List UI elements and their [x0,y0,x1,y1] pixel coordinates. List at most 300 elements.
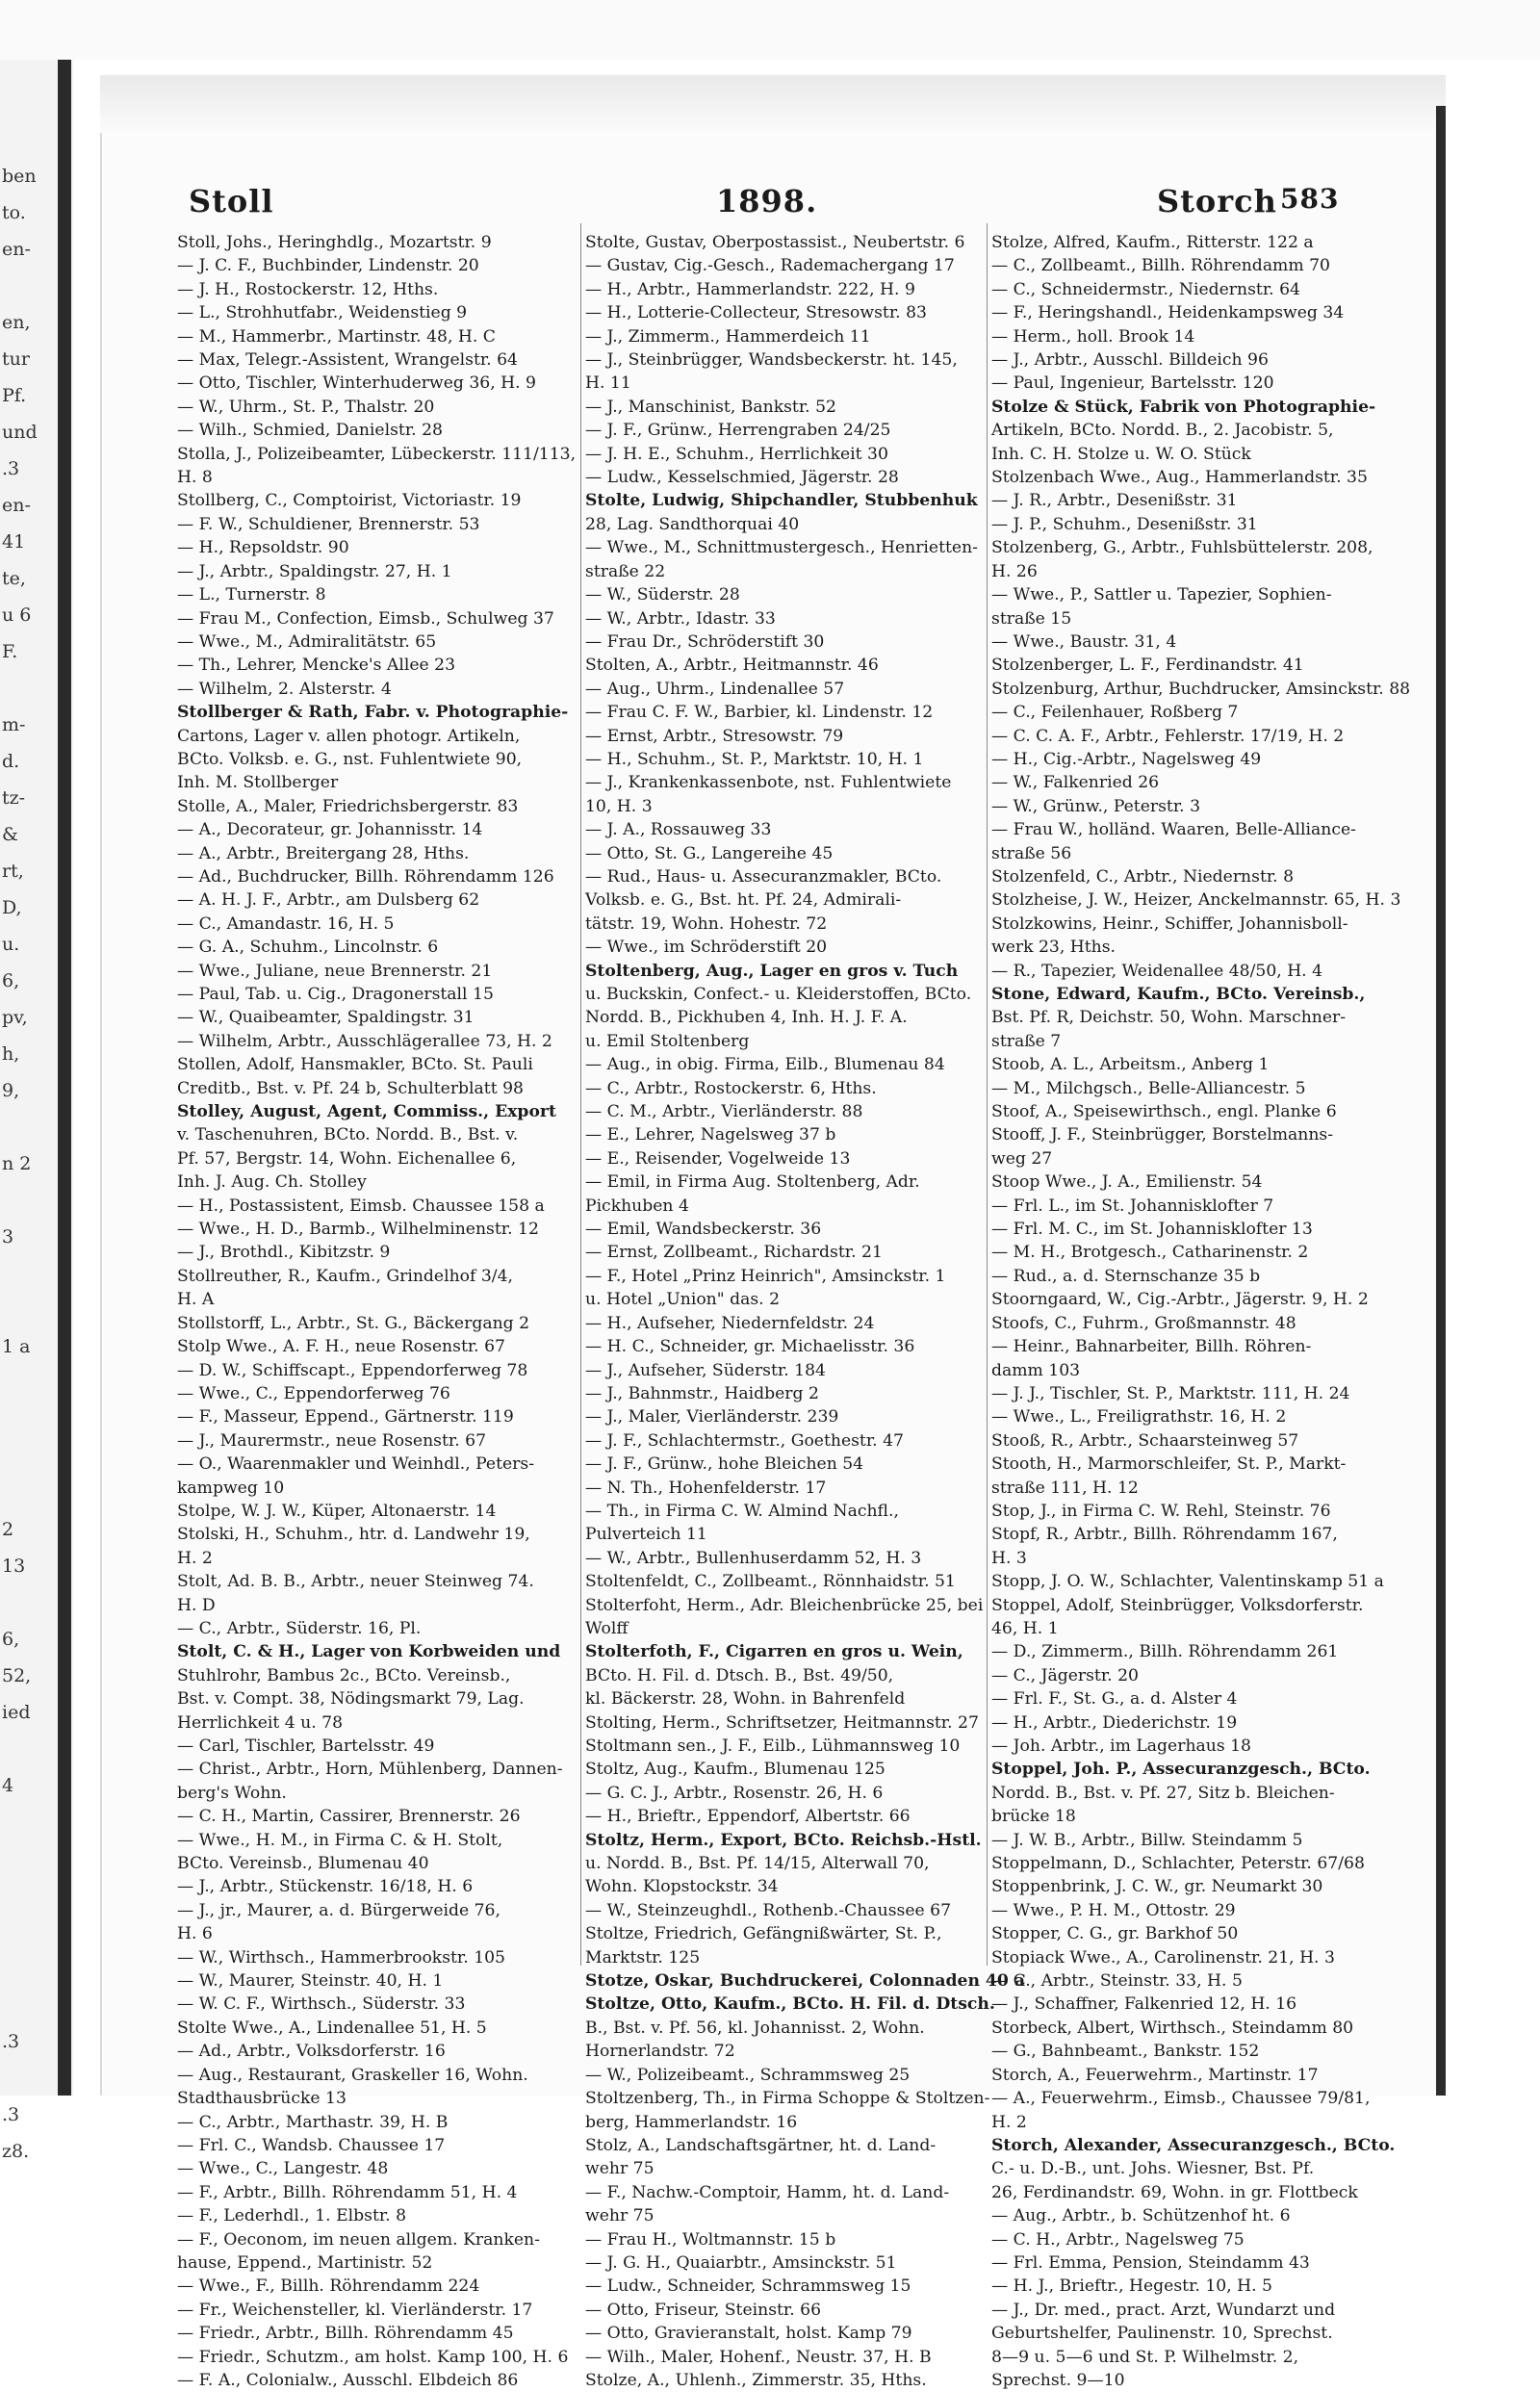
directory-entry: Stoltz, Aug., Kaufm., Blumenau 125 [585,1760,886,1780]
directory-entry: — W., Arbtr., Idastr. 33 [585,608,776,629]
directory-entry: — Wilhelm, Arbtr., Ausschlägerallee 73, H. 2 [177,1031,552,1051]
directory-entry: H. 6 [177,1924,213,1944]
directory-entry: straße 7 [991,1031,1062,1051]
page-edge [1436,106,1446,2096]
adjacent-page-text: F. [2,641,18,662]
directory-entry: — Otto, Tischler, Winterhuderweg 36, H. 9 [177,373,536,394]
directory-entry: — Th., in Firma C. W. Almind Nachfl., [585,1501,899,1521]
directory-entry: — C., Arbtr., Rostockerstr. 6, Hths. [585,1078,877,1098]
adjacent-page-text: 52, [2,1665,32,1686]
directory-entry: — J. F., Grünw., hohe Bleichen 54 [585,1454,864,1475]
directory-entry: — Ernst, Zollbeamt., Richardstr. 21 [585,1243,883,1263]
directory-entry: straße 22 [585,561,666,581]
directory-entry: Pf. 57, Bergstr. 14, Wohn. Eichenallee 6, [177,1148,517,1169]
directory-entry: v. Taschenuhren, BCto. Nordd. B., Bst. v. [177,1125,519,1145]
directory-entry: Stolt, Ad. B. B., Arbtr., neuer Steinweg 74. [177,1572,534,1592]
directory-entry: — Ernst, Arbtr., Stresowstr. 79 [585,726,844,746]
directory-entry: Stoppelmann, D., Schlachter, Peterstr. 67/68 [991,1854,1365,1874]
directory-entry: — A. H. J. F., Arbtr., am Dulsberg 62 [177,890,480,911]
directory-entry: — Wilh., Schmied, Danielstr. 28 [177,421,443,441]
adjacent-page-text: z8. [2,2141,30,2162]
directory-entry: — H., Brieftr., Eppendorf, Albertstr. 66 [585,1807,911,1827]
directory-entry: — H. C., Schneider, gr. Michaelisstr. 36 [585,1337,915,1357]
directory-entry: Stopiack Wwe., A., Carolinenstr. 21, H. 3 [991,1947,1335,1968]
directory-entry: — Fr., Weichensteller, kl. Vierländerstr. 17 [177,2300,533,2320]
directory-entry: tätstr. 19, Wohn. Hohestr. 72 [585,913,828,934]
adjacent-page-text: d. [2,751,20,772]
directory-entry: B., Bst. v. Pf. 56, kl. Johannisst. 2, Wohn. [585,2018,925,2038]
directory-entry: — J., Maurermstr., neue Rosenstr. 67 [177,1430,487,1451]
directory-entry: — W. C. F., Wirthsch., Süderstr. 33 [177,1994,466,2015]
directory-entry: — J., Manschinist, Bankstr. 52 [585,397,836,417]
directory-entry: H. 3 [991,1548,1027,1568]
directory-entry: — F. A., Colonialw., Ausschl. Elbdeich 86 [177,2370,519,2390]
directory-entry: Stolp Wwe., A. F. H., neue Rosenstr. 67 [177,1337,505,1357]
directory-entry: Stolzenbach Wwe., Aug., Hammerlandstr. 35 [991,468,1368,488]
directory-entry: — C., Zollbeamt., Billh. Röhrendamm 70 [991,256,1330,276]
directory-entry: Stopper, C. G., gr. Barkhof 50 [991,1924,1239,1944]
directory-entry: wehr 75 [585,2206,654,2226]
directory-entry: — Aug., Arbtr., b. Schützenhof ht. 6 [991,2206,1291,2226]
directory-entry: — J., jr., Maurer, a. d. Bürgerweide 76, [177,1900,500,1920]
directory-entry: — Paul, Tab. u. Cig., Dragonerstall 15 [177,985,494,1004]
directory-entry: — J. A., Rossauweg 33 [585,820,772,840]
directory-entry: Storch, Alexander, Assecuranzgesch., BCto. [991,2135,1396,2155]
directory-entry: — H. J., Brieftr., Hegestr. 10, H. 5 [991,2276,1272,2297]
directory-entry: Stoltmann sen., J. F., Eilb., Lühmannsweg 10 [585,1736,961,1756]
directory-entry: — J. F., Schlachtermstr., Goethestr. 47 [585,1430,904,1451]
directory-entry: — Wilhelm, 2. Alsterstr. 4 [177,679,392,699]
directory-entry: — Wwe., H. D., Barmb., Wilhelminenstr. 12 [177,1220,539,1240]
directory-entry: Artikeln, BCto. Nordd. B., 2. Jacobistr. 5, [991,421,1334,441]
directory-entry: — Wwe., Baustr. 31, 4 [991,631,1177,652]
adjacent-page-text: .3 [2,2031,20,2052]
directory-entry: — Frl. F., St. G., a. d. Alster 4 [991,1689,1238,1710]
directory-entry: werk 23, Hths. [991,938,1116,958]
directory-entry: — Wwe., F., Billh. Röhrendamm 224 [177,2276,480,2297]
directory-entry: Herrlichkeit 4 u. 78 [177,1712,344,1733]
directory-entry: Stolzenfeld, C., Arbtr., Niedernstr. 8 [991,866,1295,887]
directory-entry: — G., Bahnbeamt., Bankstr. 152 [991,2042,1260,2062]
directory-entry: — J., Zimmerm., Hammerdeich 11 [585,326,871,347]
adjacent-page-text: tz- [2,787,26,809]
adjacent-page-text: 41 [2,531,26,553]
directory-entry: — Frau Dr., Schröderstift 30 [585,631,825,652]
directory-entry: — W., Wirthsch., Hammerbrookstr. 105 [177,1947,505,1968]
adjacent-page-text: 9, [2,1080,20,1101]
directory-entry: u. Hotel „Union" das. 2 [585,1290,781,1310]
directory-entry: Stolski, H., Schuhm., htr. d. Landwehr 19, [177,1525,530,1545]
directory-entry: — Wwe., P. H. M., Ottostr. 29 [991,1900,1236,1920]
directory-entry: berg, Hammerlandstr. 16 [585,2112,798,2132]
directory-entry: — Aug., Uhrm., Lindenallee 57 [585,679,845,699]
directory-entry: straße 56 [991,843,1072,863]
directory-entry: — J. F., Grünw., Herrengraben 24/25 [585,421,891,441]
directory-entry: Stollen, Adolf, Hansmakler, BCto. St. Pauli [177,1055,533,1075]
directory-entry: — F., Heringshandl., Heidenkampsweg 34 [991,303,1345,323]
directory-entry: — N. Th., Hohenfelderstr. 17 [585,1478,827,1498]
directory-entry: — C., Feilenhauer, Roßberg 7 [991,703,1239,723]
directory-entry: — J. J., Tischler, St. P., Marktstr. 111, H. 24 [991,1383,1350,1403]
directory-entry: — H., Schuhm., St. P., Marktstr. 10, H. 1 [585,749,924,769]
directory-entry: — Frl. L., im St. Johannisklofter 7 [991,1196,1274,1216]
directory-entry: — Th., Lehrer, Mencke's Allee 23 [177,656,456,676]
directory-entry: straße 111, H. 12 [991,1478,1139,1498]
directory-entry: — Aug., Restaurant, Graskeller 16, Wohn. [177,2065,528,2085]
directory-entry: — C., Jägerstr. 20 [991,1665,1139,1685]
directory-entry: H. 2 [177,1548,213,1568]
directory-entry: Stoltz, Herm., Export, BCto. Reichsb.-Hstl. [585,1830,982,1850]
directory-entry: BCto. Vereinsb., Blumenau 40 [177,1854,429,1874]
directory-entry: Stolze & Stück, Fabrik von Photographie- [991,397,1376,417]
page-number: 583 [1280,183,1340,215]
directory-entry: Stolterfoth, F., Cigarren en gros u. Wein, [585,1642,963,1662]
directory-entry: Stooth, H., Marmorschleifer, St. P., Markt- [991,1454,1347,1475]
directory-entry: Geburtshelfer, Paulinenstr. 10, Sprechst. [991,2324,1333,2344]
directory-entry: Wolff [585,1618,629,1638]
directory-entry: — Carl, Tischler, Bartelsstr. 49 [177,1736,435,1756]
directory-entry: — C., Arbtr., Steinstr. 33, H. 5 [991,1971,1243,1992]
page-shadow [100,75,1446,133]
directory-entry: — C. M., Arbtr., Vierländerstr. 88 [585,1102,863,1122]
directory-entry: — F., Lederhdl., 1. Elbstr. 8 [177,2206,407,2226]
directory-entry: Stopp, J. O. W., Schlachter, Valentinskamp 51 a [991,1572,1384,1592]
directory-entry: Stolley, August, Agent, Commiss., Export [177,1102,556,1122]
directory-entry: Stooff, J. F., Steinbrügger, Borstelmanns- [991,1125,1334,1145]
header-left-keyword: Stoll [189,183,274,219]
adjacent-page-text: tur [2,348,30,370]
directory-entry: BCto. Volksb. e. G., nst. Fuhlentwiete 90, [177,749,523,769]
directory-entry: Stollreuther, R., Kaufm., Grindelhof 3/4, [177,1266,513,1286]
directory-entry: Stoltzenberg, Th., in Firma Schoppe & Stoltzen- [585,2089,990,2109]
directory-entry: Marktstr. 125 [585,1947,701,1968]
directory-entry: Stoppenbrink, J. C. W., gr. Neumarkt 30 [991,1877,1323,1897]
directory-entry: — C., Schneidermstr., Niedernstr. 64 [991,279,1300,299]
directory-entry: — Wwe., P., Sattler u. Tapezier, Sophien- [991,585,1332,605]
directory-entry: — Frau C. F. W., Barbier, kl. Lindenstr. 12 [585,703,934,723]
directory-entry: brücke 18 [991,1807,1076,1827]
directory-entry: — Otto, Friseur, Steinstr. 66 [585,2300,822,2320]
directory-entry: — J., Arbtr., Ausschl. Billdeich 96 [991,350,1269,371]
adjacent-page-text: Pf. [2,385,27,406]
directory-entry: — Otto, St. G., Langereihe 45 [585,843,834,863]
directory-entry: — J., Krankenkassenbote, nst. Fuhlentwiete [585,773,952,793]
directory-entry: Stoppel, Joh. P., Assecuranzgesch., BCto. [991,1760,1371,1780]
directory-entry: — F., Arbtr., Billh. Röhrendamm 51, H. 4 [177,2182,518,2202]
adjacent-page-text: ied [2,1702,31,1723]
directory-entry: Stadthausbrücke 13 [177,2089,346,2109]
directory-entry: Stop, J., in Firma C. W. Rehl, Steinstr. 76 [991,1501,1331,1521]
directory-entry: — Wwe., H. M., in Firma C. & H. Stolt, [177,1830,503,1850]
directory-entry: BCto. H. Fil. d. Dtsch. B., Bst. 49/50, [585,1665,894,1685]
directory-entry: Stoorngaard, W., Cig.-Arbtr., Jägerstr. 9, H. 2 [991,1290,1369,1310]
adjacent-page-text: en- [2,495,31,516]
directory-entry: — J., Bahnmstr., Haidberg 2 [585,1383,819,1403]
directory-entry: Stolterfoht, Herm., Adr. Bleichenbrücke 25, bei [585,1595,984,1615]
adjacent-page-text: m- [2,714,26,735]
directory-entry: u. Emil Stoltenberg [585,1031,750,1051]
directory-entry: — H., Lotterie-Collecteur, Stresowstr. 83 [585,303,927,323]
directory-entry: — J. P., Schuhm., Desenißstr. 31 [991,514,1258,534]
directory-entry: Storbeck, Albert, Wirthsch., Steindamm 80 [991,2018,1354,2038]
directory-entry: — Aug., in obig. Firma, Eilb., Blumenau 84 [585,1055,945,1075]
directory-entry: Stooß, R., Arbtr., Schaarsteinweg 57 [991,1430,1299,1451]
directory-entry: weg 27 [991,1148,1053,1169]
directory-entry: Stolten, A., Arbtr., Heitmannstr. 46 [585,656,879,676]
directory-entry: Stoppel, Adolf, Steinbrügger, Volksdorferstr. [991,1595,1364,1615]
directory-entry: — Max, Telegr.-Assistent, Wrangelstr. 64 [177,350,518,371]
adjacent-page-text: en, [2,312,31,333]
directory-entry: — J. H., Rostockerstr. 12, Hths. [177,279,439,299]
directory-entry: — H., Aufseher, Niedernfeldstr. 24 [585,1313,875,1333]
directory-entry: — A., Feuerwehrm., Eimsb., Chaussee 79/81, [991,2089,1371,2109]
directory-entry: H. 8 [177,468,213,488]
directory-entry: 46, H. 1 [991,1618,1059,1638]
directory-entry: — G. C. J., Arbtr., Rosenstr. 26, H. 6 [585,1783,884,1803]
directory-entry: — C., Arbtr., Marthastr. 39, H. B [177,2112,449,2132]
directory-entry: — W., Polizeibeamt., Schrammsweg 25 [585,2065,911,2085]
directory-entry: — C. H., Martin, Cassirer, Brennerstr. 26 [177,1807,521,1827]
directory-entry: — Wwe., L., Freiligrathstr. 16, H. 2 [991,1407,1287,1427]
directory-entry: Stoof, A., Speisewirthsch., engl. Planke 6 [991,1102,1337,1122]
directory-entry: — Wwe., C., Eppendorferweg 76 [177,1383,450,1403]
adjacent-page-text: n 2 [2,1153,32,1174]
directory-entry: — W., Grünw., Peterstr. 3 [991,796,1201,816]
adjacent-page-edge [0,60,73,2162]
directory-entry: Stolte, Gustav, Oberpostassist., Neubertstr. 6 [585,233,965,252]
directory-entry: — Wwe., im Schröderstift 20 [585,938,828,958]
directory-entry: H. D [177,1595,216,1615]
directory-entry: — G. A., Schuhm., Lincolnstr. 6 [177,938,439,958]
adjacent-page-text: D, [2,897,22,918]
directory-entry: — W., Steinzeughdl., Rothenb.-Chaussee 67 [585,1900,952,1920]
directory-entry: Stolt, C. & H., Lager von Korbweiden und [177,1642,561,1662]
directory-entry: Stolze, Alfred, Kaufm., Ritterstr. 122 a [991,233,1314,252]
adjacent-page-text: 6, [2,970,20,991]
directory-entry: — M., Hammerbr., Martinstr. 48, H. C [177,326,496,347]
directory-entry: u. Nordd. B., Bst. Pf. 14/15, Alterwall 70, [585,1854,930,1874]
directory-entry: — L., Turnerstr. 8 [177,585,326,605]
directory-column-3 [991,231,1411,2392]
directory-entry: — Frl. C., Wandsb. Chaussee 17 [177,2135,446,2155]
directory-entry: Cartons, Lager v. allen photogr. Artikeln, [177,726,521,746]
directory-entry: — E., Lehrer, Nagelsweg 37 b [585,1125,836,1145]
directory-entry: — Paul, Ingenieur, Bartelsstr. 120 [991,373,1274,394]
directory-entry: — J., Schaffner, Falkenried 12, H. 16 [991,1994,1297,2015]
directory-entry: — J. W. B., Arbtr., Billw. Steindamm 5 [991,1830,1303,1850]
directory-entry: Inh. C. H. Stolze u. W. O. Stück [991,444,1251,464]
directory-entry: Stopf, R., Arbtr., Billh. Röhrendamm 167, [991,1525,1338,1545]
directory-entry: — F., Hotel „Prinz Heinrich", Amsinckstr. 1 [585,1266,946,1286]
directory-entry: C.- u. D.-B., unt. Johs. Wiesner, Bst. Pf. [991,2159,1315,2179]
directory-entry: — D., Zimmerm., Billh. Röhrendamm 261 [991,1642,1339,1662]
directory-entry: — Wwe., M., Schnittmustergesch., Henrietten- [585,538,978,558]
directory-entry: Stone, Edward, Kaufm., BCto. Vereinsb., [991,985,1366,1004]
directory-entry: — E., Reisender, Vogelweide 13 [585,1148,851,1169]
directory-entry: — Frl. Emma, Pension, Steindamm 43 [991,2252,1310,2273]
directory-entry: — Heinr., Bahnarbeiter, Billh. Röhren- [991,1337,1312,1357]
directory-entry: Stoltze, Otto, Kaufm., BCto. H. Fil. d. Dtsch. [585,1994,995,2015]
directory-entry: Inh. M. Stollberger [177,773,339,793]
directory-entry: Stolla, J., Polizeibeamter, Lübeckerstr. 111/113, [177,444,577,464]
directory-entry: Bst. v. Compt. 38, Nödingsmarkt 79, Lag. [177,1689,525,1710]
directory-entry: — Gustav, Cig.-Gesch., Rademachergang 17 [585,256,955,276]
directory-entry: — Ludw., Kesselschmied, Jägerstr. 28 [585,468,899,488]
directory-entry: Stollberger & Rath, Fabr. v. Photographie- [177,703,569,723]
directory-entry: — Emil, in Firma Aug. Stoltenberg, Adr. [585,1172,920,1193]
directory-entry: — C. H., Arbtr., Nagelsweg 75 [991,2229,1245,2250]
directory-entry: Stoofs, C., Fuhrm., Großmannstr. 48 [991,1313,1296,1333]
directory-entry: — W., Uhrm., St. P., Thalstr. 20 [177,397,435,417]
directory-entry: 8—9 u. 5—6 und St. P. Wilhelmstr. 2, [991,2347,1299,2367]
directory-entry: — C. C. A. F., Arbtr., Fehlerstr. 17/19, H. 2 [991,726,1345,746]
directory-entry: — Rud., a. d. Sternschanze 35 b [991,1266,1261,1286]
directory-entry: Hornerlandstr. 72 [585,2042,735,2062]
directory-entry: — Ad., Arbtr., Volksdorferstr. 16 [177,2042,446,2062]
directory-entry: — F., Oeconom, im neuen allgem. Kranken- [177,2229,540,2250]
directory-entry: — J., Aufseher, Süderstr. 184 [585,1360,826,1380]
directory-entry: 26, Ferdinandstr. 69, Wohn. in gr. Flottbeck [991,2182,1358,2202]
directory-entry: — J., Brothdl., Kibitzstr. 9 [177,1243,391,1263]
directory-entry: — Ad., Buchdrucker, Billh. Röhrendamm 126 [177,866,554,887]
directory-entry: — Herm., holl. Brook 14 [991,326,1195,347]
directory-entry: damm 103 [991,1360,1081,1380]
directory-entry: u. Buckskin, Confect.- u. Kleiderstoffen, BCto. [585,985,972,1004]
directory-entry: — J., Maler, Vierländerstr. 239 [585,1407,839,1427]
adjacent-page-text: 13 [2,1556,26,1577]
directory-entry: Pickhuben 4 [585,1196,689,1216]
directory-entry: — Friedr., Schutzm., am holst. Kamp 100, H. 6 [177,2347,569,2367]
directory-entry: Inh. J. Aug. Ch. Stolley [177,1172,367,1193]
header-right-keyword: Storch [1157,183,1277,219]
directory-entry: hause, Eppend., Martinistr. 52 [177,2252,433,2273]
directory-entry: Stoltenfeldt, C., Zollbeamt., Rönnhaidstr. 51 [585,1572,956,1592]
directory-entry: Stolting, Herm., Schriftsetzer, Heitmannstr. 27 [585,1712,979,1733]
adjacent-page-text: 1 a [2,1336,31,1357]
directory-entry: — Joh. Arbtr., im Lagerhaus 18 [991,1736,1251,1756]
directory-entry: Bst. Pf. R, Deichstr. 50, Wohn. Marschner- [991,1008,1347,1028]
directory-entry: — F. W., Schuldiener, Brennerstr. 53 [177,514,480,534]
directory-entry: — Frau M., Confection, Eimsb., Schulweg 37 [177,608,554,629]
header-year: 1898. [716,183,818,219]
running-header [169,183,1340,221]
directory-entry: — J., Steinbrügger, Wandsbeckerstr. ht. 145, [585,350,958,371]
directory-entry: Volksb. e. G., Bst. ht. Pf. 24, Admirali- [585,890,902,911]
adjacent-page-text: 3 [2,1226,14,1247]
directory-entry: Stolzkowins, Heinr., Schiffer, Johannisboll- [991,913,1348,934]
adjacent-page-text: .3 [2,2104,20,2125]
directory-entry: H. 26 [991,561,1038,581]
directory-entry: H. 2 [991,2112,1027,2132]
scan-border [0,0,1540,60]
directory-entry: — Otto, Gravieranstalt, holst. Kamp 79 [585,2324,912,2344]
directory-entry: berg's Wohn. [177,1783,287,1803]
directory-entry: Stolle, A., Maler, Friedrichsbergerstr. 83 [177,796,519,816]
directory-entry: Stoob, A. L., Arbeitsm., Anberg 1 [991,1055,1270,1075]
directory-entry: — Emil, Wandsbeckerstr. 36 [585,1220,822,1240]
directory-entry: — Ludw., Schneider, Schrammsweg 15 [585,2276,911,2297]
directory-entry: — F., Nachw.-Comptoir, Hamm, ht. d. Land- [585,2182,950,2202]
directory-entry: — D. W., Schiffscapt., Eppendorferweg 78 [177,1360,528,1380]
directory-entry: — A., Arbtr., Breitergang 28, Hths. [177,843,470,863]
directory-entry: — M., Milchgsch., Belle-Alliancestr. 5 [991,1078,1306,1098]
directory-entry: — H., Arbtr., Diederichstr. 19 [991,1712,1238,1733]
directory-entry: — J., Dr. med., pract. Arzt, Wundarzt und [991,2300,1336,2320]
directory-entry: Stoop Wwe., J. A., Emilienstr. 54 [991,1172,1263,1193]
directory-entry: Nordd. B., Pickhuben 4, Inh. H. J. F. A. [585,1008,908,1028]
adjacent-page-text: und [2,422,38,443]
directory-entry: H. 11 [585,373,631,394]
directory-entry: — Christ., Arbtr., Horn, Mühlenberg, Dannen- [177,1760,563,1780]
adjacent-page-text: u 6 [2,604,32,626]
directory-entry: — F., Masseur, Eppend., Gärtnerstr. 119 [177,1407,514,1427]
directory-entry: 28, Lag. Sandthorquai 40 [585,514,800,534]
directory-entry: — H., Cig.-Arbtr., Nagelsweg 49 [991,749,1262,769]
directory-entry: Stolzenberg, G., Arbtr., Fuhlsbüttelerstr. 208, [991,538,1373,558]
directory-entry: Wohn. Klopstockstr. 34 [585,1877,779,1897]
directory-entry: — Wwe., M., Admiralitätstr. 65 [177,631,437,652]
directory-entry: Nordd. B., Bst. v. Pf. 27, Sitz b. Bleichen- [991,1783,1335,1803]
directory-entry: Storch, A., Feuerwehrm., Martinstr. 17 [991,2065,1319,2085]
directory-entry: Stolz, A., Landschaftsgärtner, ht. d. Land- [585,2135,937,2155]
directory-entry: — J. C. F., Buchbinder, Lindenstr. 20 [177,256,479,276]
adjacent-page-text: pv, [2,1007,28,1028]
directory-entry: — Frl. M. C., im St. Johannisklofter 13 [991,1220,1313,1240]
directory-entry: — C., Amandastr. 16, H. 5 [177,913,395,934]
directory-entry: kampweg 10 [177,1478,285,1498]
directory-entry: — H., Arbtr., Hammerlandstr. 222, H. 9 [585,279,915,299]
directory-entry: Stoltze, Friedrich, Gefängnißwärter, St. P., [585,1924,942,1944]
directory-entry: — Wwe., Juliane, neue Brennerstr. 21 [177,961,493,981]
directory-column-1 [177,231,581,2392]
directory-entry: — Frau H., Woltmannstr. 15 b [585,2229,836,2250]
directory-entry: Stollberg, C., Comptoirist, Victoriastr. 19 [177,491,522,511]
directory-entry: straße 15 [991,608,1072,629]
adjacent-page-text: 2 [2,1519,14,1540]
adjacent-page-text: en- [2,239,31,260]
directory-entry: — J. G. H., Quaiarbtr., Amsinckstr. 51 [585,2252,897,2273]
directory-entry: — C., Arbtr., Süderstr. 16, Pl. [177,1618,422,1638]
adjacent-page-text: & [2,824,18,845]
directory-entry: Stuhlrohr, Bambus 2c., BCto. Vereinsb., [177,1665,511,1685]
directory-entry: H. A [177,1290,215,1310]
directory-entry: — Wilh., Maler, Hohenf., Neustr. 37, H. B [585,2347,932,2367]
directory-entry: — L., Strohhutfabr., Weidenstieg 9 [177,303,468,323]
directory-entry: 10, H. 3 [585,796,653,816]
book-spine [58,60,71,2096]
adjacent-page-text: ben [2,166,37,187]
directory-entry: — W., Arbtr., Bullenhuserdamm 52, H. 3 [585,1548,922,1568]
directory-entry: — W., Süderstr. 28 [585,585,740,605]
directory-entry: — Friedr., Arbtr., Billh. Röhrendamm 45 [177,2324,514,2344]
directory-entry: Stolpe, W. J. W., Küper, Altonaerstr. 14 [177,1501,497,1521]
directory-entry: wehr 75 [585,2159,654,2179]
directory-entry: Stolte, Ludwig, Shipchandler, Stubbenhuk [585,491,978,511]
directory-entry: Stoltenberg, Aug., Lager en gros v. Tuch [585,961,959,981]
adjacent-page-text: to. [2,202,26,223]
directory-entry: — H., Postassistent, Eimsb. Chaussee 158 a [177,1196,545,1216]
adjacent-page-text: 4 [2,1775,14,1796]
adjacent-page-text: te, [2,568,26,589]
directory-entry: Stolzheise, J. W., Heizer, Anckelmannstr. 65, H. 3 [991,890,1401,911]
directory-entry: Creditb., Bst. v. Pf. 24 b, Schulterblatt 98 [177,1078,524,1098]
directory-entry: — Wwe., C., Langestr. 48 [177,2159,389,2179]
adjacent-page-text: 6, [2,1629,20,1650]
directory-entry: Stolte Wwe., A., Lindenallee 51, H. 5 [177,2018,487,2038]
directory-entry: Stolzenberger, L. F., Ferdinandstr. 41 [991,656,1304,676]
directory-entry: Stolze, A., Uhlenh., Zimmerstr. 35, Hths. [585,2370,927,2390]
adjacent-page-text: h, [2,1043,20,1065]
